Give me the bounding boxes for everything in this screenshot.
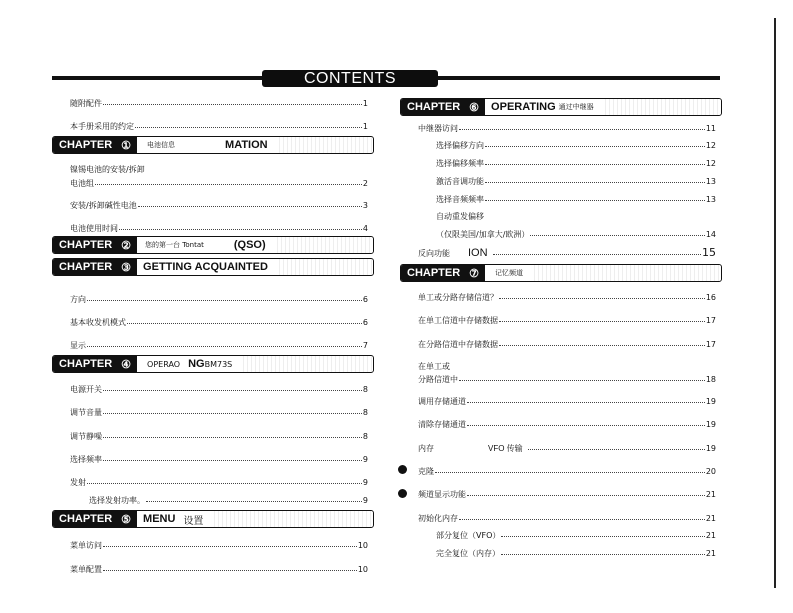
toc-page: 9 [362, 478, 368, 487]
leader-dots [135, 127, 362, 128]
toc-entry[interactable] [70, 340, 368, 351]
toc-extra-text: ION [468, 247, 488, 259]
chapter-tag: CHAPTER ③ [53, 259, 137, 275]
toc-label: 选择频率 [70, 455, 102, 464]
toc-entry[interactable] [436, 158, 716, 169]
toc-label: 显示 [70, 341, 86, 350]
toc-entry[interactable] [418, 246, 716, 259]
leader-dots [103, 413, 362, 414]
scan-noise [211, 511, 373, 527]
toc-label: 中继器访问 [418, 124, 458, 133]
leader-dots [467, 425, 705, 426]
toc-entry[interactable] [436, 140, 716, 151]
toc-page: 8 [362, 408, 368, 417]
toc-label: 方向 [70, 295, 86, 304]
chapter-3-header[interactable] [52, 258, 374, 276]
toc-entry[interactable] [418, 466, 716, 477]
toc-entry[interactable] [418, 315, 716, 326]
toc-heading: 在单工或 [418, 362, 450, 371]
toc-page: 13 [705, 195, 716, 204]
leader-dots [459, 380, 705, 381]
toc-page: 6 [362, 318, 368, 327]
toc-page: 21 [705, 531, 716, 540]
toc-label: 随附配件 [70, 99, 102, 108]
toc-entry[interactable] [418, 396, 716, 407]
toc-label: 在分路信道中存储数据 [418, 340, 498, 349]
toc-page: 14 [705, 230, 716, 239]
title-rule-right [436, 76, 720, 80]
scan-noise [276, 259, 373, 275]
toc-page: 11 [705, 124, 716, 133]
toc-entry[interactable] [70, 407, 368, 418]
toc-page: 9 [362, 455, 368, 464]
toc-entry[interactable] [70, 121, 368, 132]
leader-dots [103, 104, 362, 105]
toc-entry[interactable] [418, 374, 716, 385]
toc-entry[interactable] [89, 495, 368, 506]
chapter-tag: CHAPTER ① [53, 137, 137, 153]
toc-label: （仅限美国/加拿大/欧洲） [436, 230, 530, 239]
toc-entry[interactable] [436, 194, 716, 205]
chapter-title: MENU [143, 513, 176, 525]
toc-page: 19 [705, 444, 716, 453]
leader-dots [87, 483, 362, 484]
toc-label: 菜单访问 [70, 541, 102, 550]
toc-page: 12 [705, 159, 716, 168]
leader-dots [127, 323, 362, 324]
toc-heading: 自动重发偏移 [436, 212, 484, 221]
leader-dots [103, 460, 362, 461]
toc-label: 初始化内存 [418, 514, 458, 523]
toc-label: 频道显示功能 [418, 490, 466, 499]
toc-label: 基本收发机模式 [70, 318, 126, 327]
chapter-2-header[interactable] [52, 236, 374, 254]
bullet-mark [398, 465, 407, 474]
title-rule-left [52, 76, 264, 80]
leader-dots [103, 437, 362, 438]
toc-label: 本手册采用的约定 [70, 122, 134, 131]
leader-dots [499, 321, 705, 322]
toc-label: 选择发射功率。 [89, 496, 145, 505]
chapter-tag: CHAPTER ⑥ [401, 99, 485, 115]
toc-label: 部分复位（VFO） [436, 531, 501, 540]
leader-dots [499, 298, 705, 299]
toc-entry[interactable] [70, 294, 368, 305]
toc-entry[interactable] [70, 223, 368, 234]
toc-page: 20 [705, 467, 716, 476]
bullet-mark [398, 489, 407, 498]
toc-entry[interactable] [418, 419, 716, 430]
toc-page: 21 [705, 514, 716, 523]
toc-page: 18 [705, 375, 716, 384]
chapter-subtitle: 通过中继器 [558, 103, 594, 111]
toc-entry[interactable] [418, 513, 716, 524]
toc-entry[interactable] [70, 431, 368, 442]
toc-page: 17 [705, 316, 716, 325]
leader-dots [459, 129, 705, 130]
leader-dots [138, 206, 362, 207]
toc-page: 9 [362, 496, 368, 505]
scan-noise [240, 356, 373, 372]
leader-dots [146, 501, 362, 502]
toc-entry[interactable] [436, 229, 716, 240]
toc-entry[interactable] [70, 384, 368, 395]
toc-entry[interactable] [436, 548, 716, 559]
chapter-title: MATION [225, 139, 268, 151]
toc-label: 分路信道中 [418, 375, 458, 384]
leader-dots [87, 346, 362, 347]
leader-dots [485, 200, 705, 201]
toc-page: 1 [362, 122, 368, 131]
toc-page: 6 [362, 295, 368, 304]
leader-dots [95, 184, 362, 185]
chapter-7-header[interactable] [400, 264, 722, 282]
toc-entry[interactable] [418, 443, 716, 454]
leader-dots [499, 345, 705, 346]
toc-page: 4 [362, 224, 368, 233]
toc-entry[interactable] [70, 564, 368, 575]
scan-noise [531, 265, 721, 281]
chapter-title-part: BM73S [204, 359, 233, 369]
toc-page: 21 [705, 549, 716, 558]
toc-label: 选择偏移频率 [436, 159, 484, 168]
leader-dots [103, 570, 357, 571]
chapter-5-header[interactable] [52, 510, 374, 528]
leader-dots [467, 495, 705, 496]
chapter-tag: CHAPTER ⑦ [401, 265, 485, 281]
toc-label: 电池使用时间 [70, 224, 118, 233]
scan-noise [274, 237, 373, 253]
leader-dots [485, 182, 705, 183]
leader-dots [528, 449, 705, 450]
chapter-tag: CHAPTER ⑤ [53, 511, 137, 527]
toc-entry[interactable] [70, 178, 368, 189]
contents-title: CONTENTS [262, 70, 438, 87]
toc-page: 13 [705, 177, 716, 186]
chapter-4-header[interactable] [52, 355, 374, 373]
toc-page: 16 [705, 293, 716, 302]
toc-page: 1 [362, 99, 368, 108]
toc-label: 发射 [70, 478, 86, 487]
toc-page: 21 [705, 490, 716, 499]
chapter-tag: CHAPTER ④ [53, 356, 137, 372]
scan-noise [276, 137, 373, 153]
toc-entry[interactable] [418, 339, 716, 350]
toc-label: 安装/拆卸碱性电池 [70, 201, 137, 210]
chapter-title-part: OPERAO [147, 359, 181, 369]
chapter-title: GETTING ACQUAINTED [143, 261, 268, 273]
toc-entry[interactable] [436, 530, 716, 541]
toc-label: 选择音频频率 [436, 195, 484, 204]
chapter-6-header[interactable] [400, 98, 722, 116]
toc-label: 电池组 [70, 179, 94, 188]
chapter-1-header[interactable] [52, 136, 374, 154]
toc-label: 完全复位（内存） [436, 549, 500, 558]
leader-dots [485, 164, 705, 165]
page-edge-line [774, 18, 776, 588]
leader-dots [87, 300, 362, 301]
leader-dots [493, 254, 701, 255]
chapter-title-part: NG [188, 358, 205, 370]
toc-page: 10 [357, 541, 368, 550]
toc-page: 15 [702, 246, 716, 259]
toc-page: 8 [362, 432, 368, 441]
chapter-subtitle: 记忆频道 [495, 269, 524, 277]
leader-dots [501, 554, 705, 555]
leader-dots [530, 235, 704, 236]
toc-label: 调节静噪 [70, 432, 102, 441]
chapter-tag: CHAPTER ② [53, 237, 137, 253]
toc-label: 清除存储通道 [418, 420, 466, 429]
toc-entry[interactable] [70, 98, 368, 109]
toc-entry[interactable] [436, 176, 716, 187]
toc-label: 内存 [418, 444, 434, 453]
chapter-title: OPERATING [491, 101, 556, 113]
leader-dots [103, 546, 357, 547]
toc-label: 调节音量 [70, 408, 102, 417]
toc-entry[interactable] [70, 540, 368, 551]
chapter-title: (QSO) [233, 239, 266, 251]
leader-dots [485, 146, 705, 147]
toc-page: 2 [362, 179, 368, 188]
toc-page: 8 [362, 385, 368, 394]
toc-page: 19 [705, 397, 716, 406]
toc-label: 单工或分路存储信道？ [418, 293, 498, 302]
leader-dots [467, 402, 705, 403]
toc-page: 12 [705, 141, 716, 150]
toc-page: 10 [357, 565, 368, 574]
toc-page: 3 [362, 201, 368, 210]
toc-label: 调用存储通道 [418, 397, 466, 406]
chapter-subtitle: 电池信息 [147, 141, 176, 149]
toc-heading: 镍锡电池的安装/拆卸 [70, 165, 145, 174]
toc-label: 选择偏移方向 [436, 141, 484, 150]
leader-dots [103, 390, 362, 391]
toc-entry[interactable] [418, 292, 716, 303]
leader-dots [119, 229, 362, 230]
leader-dots [459, 519, 705, 520]
toc-page: 7 [362, 341, 368, 350]
toc-label: 激活音调功能 [436, 177, 484, 186]
leader-dots [435, 472, 705, 473]
toc-label: 电源开关 [70, 385, 102, 394]
toc-label: 克隆 [418, 467, 434, 476]
toc-page: 19 [705, 420, 716, 429]
toc-entry[interactable] [418, 123, 716, 134]
toc-entry[interactable] [418, 489, 716, 500]
toc-label: 反向功能 [418, 249, 450, 258]
toc-entry[interactable] [70, 200, 368, 211]
chapter-subtitle: 设置 [183, 515, 204, 527]
toc-label: 菜单配置 [70, 565, 102, 574]
toc-entry[interactable] [70, 317, 368, 328]
toc-extra-text: VFO 传输 [488, 444, 523, 453]
chapter-subtitle: 您的第一台 Tontat [145, 241, 204, 249]
scan-noise [602, 99, 721, 115]
leader-dots [501, 536, 704, 537]
toc-label: 在单工信道中存储数据 [418, 316, 498, 325]
toc-page: 17 [705, 340, 716, 349]
toc-entry[interactable] [70, 477, 368, 488]
toc-entry[interactable] [70, 454, 368, 465]
